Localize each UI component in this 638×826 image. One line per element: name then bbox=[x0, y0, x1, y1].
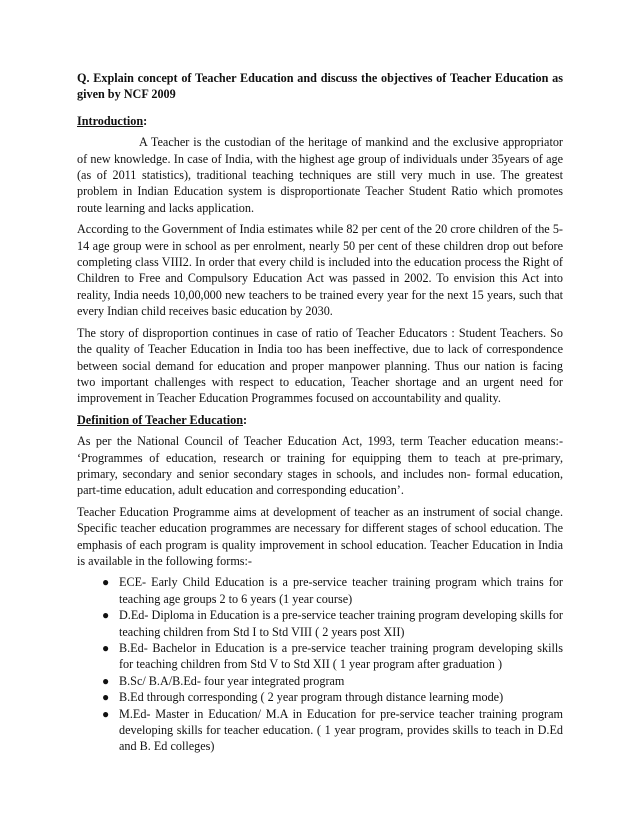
list-item-text: M.Ed- Master in Education/ M.A in Education for pre-service teacher training program developing skills for teacher education. ( 1 year program, provides skills to teach in D.Ed and B. Ed colleges) bbox=[119, 706, 563, 754]
definition-heading: Definition of Teacher Education: bbox=[77, 412, 248, 427]
list-item-text: B.Ed through corresponding ( 2 year program through distance learning mode) bbox=[119, 690, 504, 705]
introduction-paragraph: A Teacher is the custodian of the heritage of mankind and the exclusive appropriator of new knowledge. In case of India, with the highest age group of individuals under 35years of age (as of 2011 statistics), traditional teaching techniques are still very much in use. The greatest problem in Indian Education system is disproportionate Teacher Student Ratio which promotes route learning and lacks application. bbox=[77, 135, 563, 215]
introduction-heading: Introduction: bbox=[77, 113, 148, 128]
bullet-icon: ● bbox=[102, 706, 110, 721]
list-item bbox=[102, 640, 563, 673]
list-item bbox=[102, 607, 563, 640]
bullet-icon: ● bbox=[102, 673, 110, 688]
bullet-icon: ● bbox=[102, 608, 110, 623]
definition-paragraph: As per the National Council of Teacher Education Act, 1993, term Teacher education means:- ‘Programmes of education, research or training for equipping them to teach at pre-primary, primary, secondary and senior secondary stages in schools, and includes non- formal education, part-time education, adult education and corresponding education’. bbox=[77, 434, 563, 498]
list-item-text: B.Sc/ B.A/B.Ed- four year integrated program bbox=[119, 673, 345, 688]
introduction-paragraph: The story of disproportion continues in case of ratio of Teacher Educators : Student Teachers. So the quality of Teacher Education in India too has been ineffective, due to lack of correspondence between social demand for education and proper manpower planning. Thus our nation is facing two important challenges with respect to education, Teacher shortage and an urgent need for improvement in Teacher Education Programmes focused on accountability and quality. bbox=[77, 325, 563, 406]
list-item bbox=[102, 673, 563, 689]
teacher-education-forms-list bbox=[77, 574, 563, 754]
bullet-icon: ● bbox=[102, 690, 110, 705]
document-page bbox=[77, 70, 563, 755]
definition-paragraph: Teacher Education Programme aims at development of teacher as an instrument of social change. Specific teacher education programmes are necessary for different stages of school education. The emphasis of each program is quality improvement in school education. Teacher Education in India is available in the following forms:- bbox=[77, 504, 563, 568]
list-item-text: ECE- Early Child Education is a pre-service teacher training program which trains for teaching age groups 2 to 6 years (1 year course) bbox=[119, 575, 563, 606]
bullet-icon: ● bbox=[102, 641, 110, 655]
list-item bbox=[102, 689, 563, 705]
bullet-icon: ● bbox=[102, 575, 110, 590]
list-item bbox=[102, 706, 563, 755]
introduction-heading-text: Introduction bbox=[77, 113, 144, 128]
question-title: Q. Explain concept of Teacher Education and discuss the objectives of Teacher Education as given by NCF 2009 bbox=[77, 71, 563, 102]
list-item bbox=[102, 574, 563, 607]
definition-heading-text: Definition of Teacher Education bbox=[77, 412, 244, 427]
list-item-text: B.Ed- Bachelor in Education is a pre-service teacher training program developing skills for teaching children from Std V to Std XII ( 1 year program after graduation ) bbox=[119, 641, 563, 672]
list-item-text: D.Ed- Diploma in Education is a pre-service teacher training program developing skills for teaching children from Std I to Std VIII ( 2 years post XII) bbox=[119, 608, 563, 639]
introduction-paragraph: According to the Government of India estimates while 82 per cent of the 20 crore children of the 5-14 age group were in school as per enrolment, nearly 50 per cent of these children drop out before completing class VIII2. In order that every child is included into the education process the Right of Children to Free and Compulsory Education Act was passed in 2002. To envision this Act into reality, India needs 10,00,000 new teachers to be trained every year for the next 15 years, such that every Indian child receives basic education by 2030. bbox=[77, 222, 563, 319]
